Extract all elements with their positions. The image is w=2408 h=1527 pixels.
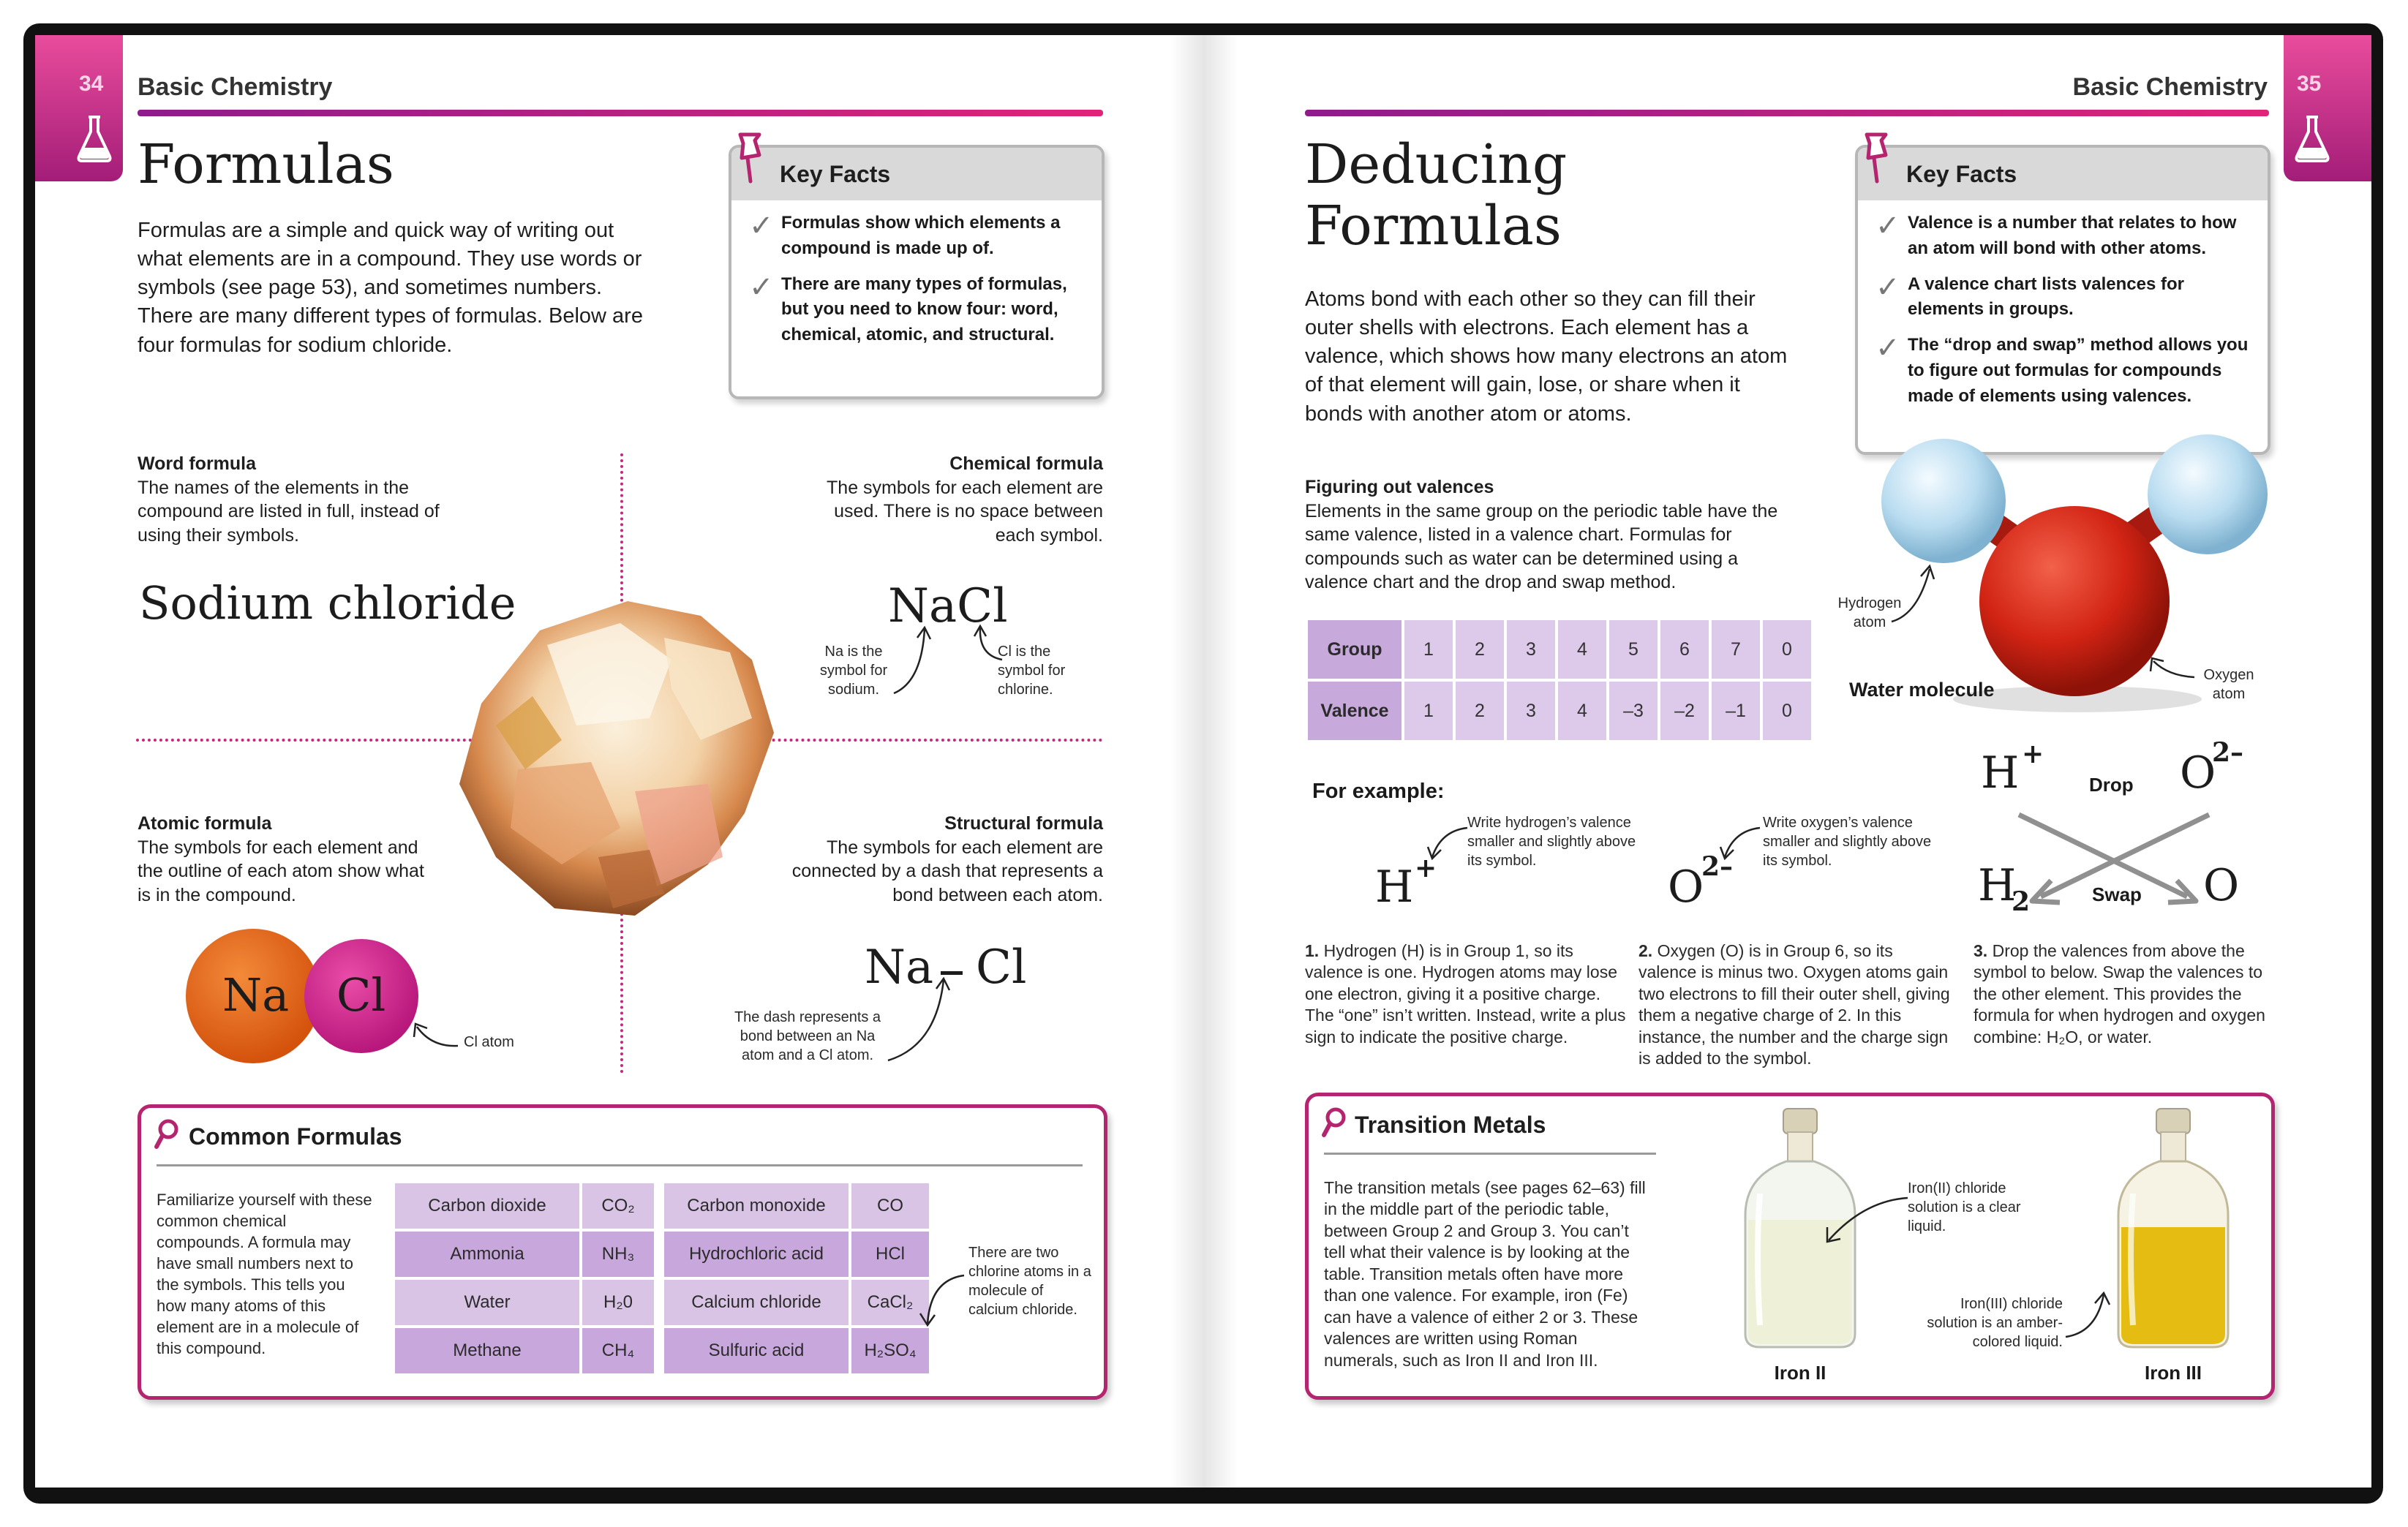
pointer-arrow bbox=[2064, 1290, 2115, 1341]
atom-label-na: Na bbox=[222, 968, 290, 1022]
compound-name: Calcium chloride bbox=[664, 1280, 849, 1325]
pointer-arrow bbox=[1426, 825, 1470, 861]
compound-name: Ammonia bbox=[395, 1232, 579, 1277]
table-gap bbox=[657, 1328, 661, 1373]
hydrogen-atom bbox=[2148, 434, 2268, 554]
hydrogen-atom bbox=[1881, 439, 2006, 563]
valence-row-label: Group bbox=[1308, 620, 1401, 679]
oxygen-label: Oxygen atom bbox=[2203, 667, 2254, 702]
panel-rule bbox=[1324, 1153, 1656, 1155]
structural-formula-heading: Structural formula bbox=[944, 813, 1103, 834]
o-note: Write oxygen’s valence smaller and slightly above its symbol. bbox=[1763, 815, 1932, 869]
cl-note: Cl is the symbol for chlorine. bbox=[998, 644, 1066, 698]
iron-ii-note: Iron(II) chloride solution is a clear liquid. bbox=[1908, 1180, 2021, 1234]
example-heading: For example: bbox=[1312, 780, 1445, 803]
page-title bbox=[1305, 135, 1567, 257]
check-icon: ✓ bbox=[749, 210, 774, 242]
structural-formula-block bbox=[775, 812, 1103, 907]
table-gap bbox=[657, 1232, 661, 1277]
compound-name: Carbon dioxide bbox=[395, 1183, 579, 1229]
step-number: 3. bbox=[1974, 941, 1988, 960]
word-formula-heading: Word formula bbox=[138, 453, 257, 474]
page-number: 35 bbox=[2297, 72, 2322, 96]
iron-iii-label: Iron III bbox=[2145, 1362, 2202, 1384]
drop-o-charge: 2– bbox=[2212, 737, 2244, 768]
chemical-formula-text: The symbols for each element are used. There is no space between each symbol. bbox=[827, 477, 1103, 546]
pointer-arrow bbox=[1820, 1195, 1911, 1246]
word-formula-text: The names of the elements in the compound are listed in full, instead of using their symbols. bbox=[138, 477, 440, 546]
book-gutter bbox=[1170, 35, 1238, 1488]
group-cell: 6 bbox=[1660, 620, 1709, 679]
result-subscript: 2 bbox=[2012, 886, 2031, 917]
chemical-formula-example: NaCl bbox=[888, 579, 1008, 633]
swap-label: Swap bbox=[2089, 883, 2145, 906]
compound-formula: CO₂ bbox=[582, 1183, 654, 1229]
group-cell: 4 bbox=[1558, 620, 1606, 679]
hydrogen-label: Hydrogen atom bbox=[1837, 595, 1902, 630]
atom-diagram bbox=[184, 929, 426, 1068]
flask-icon bbox=[2294, 116, 2330, 162]
drop-h-charge: + bbox=[2022, 739, 2044, 769]
valence-row-label: Valence bbox=[1308, 682, 1401, 740]
check-icon: ✓ bbox=[1875, 271, 1900, 303]
compound-formula: H₂SO₄ bbox=[851, 1328, 929, 1373]
cacl2-note: There are two chlorine atoms in a molecule of calcium chloride. bbox=[968, 1245, 1091, 1318]
cl-atom-note: Cl atom bbox=[464, 1034, 514, 1050]
step-1: 1. Hydrogen (H) is in Group 1, so its valence is one. Hydrogen atoms may lose one electron, giving it a positive charge. The “one” isn’t written. Instead, write a plus sign to indicate the positive charge. bbox=[1305, 941, 1626, 1047]
group-cell: 0 bbox=[1763, 620, 1811, 679]
iron-iii-bottle-image bbox=[2111, 1106, 2235, 1351]
result-o-symbol: O bbox=[2203, 860, 2240, 911]
check-icon: ✓ bbox=[749, 271, 774, 303]
common-formulas-table bbox=[392, 1180, 932, 1376]
intro-text: Formulas are a simple and quick way of writing out what elements are in a compound. They use words or symbols (see page 53), and sometimes numbers. There are many different types of formulas. Below are four formulas for sodium chloride. bbox=[138, 219, 643, 357]
valence-cell: –1 bbox=[1712, 682, 1760, 740]
valence-cell: –2 bbox=[1660, 682, 1709, 740]
magnifier-icon bbox=[154, 1119, 180, 1151]
group-cell: 1 bbox=[1404, 620, 1453, 679]
group-cell: 7 bbox=[1712, 620, 1760, 679]
chemical-formula-block bbox=[805, 452, 1103, 547]
step-3: 3. Drop the valences from above the symbol to below. Swap the valences to the other element. This provides the formula for when hydrogen and oxygen combine: H₂O, or water. bbox=[1974, 941, 2265, 1047]
bond-note: The dash represents a bond between an Na atom and a Cl atom. bbox=[734, 1009, 881, 1063]
common-formulas-text: Familiarize yourself with these common chemical compounds. A formula may have small numbers next to the symbols. This tells you how many atoms of this element are in a molecule of this compound. bbox=[157, 1191, 372, 1358]
transition-metals-title: Transition Metals bbox=[1355, 1112, 1546, 1138]
pointer-arrow bbox=[1889, 563, 1947, 629]
group-cell: 3 bbox=[1507, 620, 1555, 679]
water-molecule-caption: Water molecule bbox=[1849, 679, 1995, 701]
step-number: 2. bbox=[1638, 941, 1653, 960]
pushpin-icon bbox=[726, 130, 777, 189]
pointer-arrow bbox=[2146, 655, 2197, 685]
structural-left-symbol: Na bbox=[865, 940, 934, 995]
compound-formula: NH₃ bbox=[582, 1232, 654, 1277]
key-fact-item: ✓ The “drop and swap” method allows you to figure out formulas for compounds made of elements using valences. bbox=[1873, 333, 2253, 409]
title-line-1: Deducing bbox=[1305, 133, 1568, 196]
atomic-formula-heading: Atomic formula bbox=[138, 813, 272, 834]
atomic-formula-text: The symbols for each element and the outline of each atom show what is in the compound. bbox=[138, 837, 424, 905]
word-formula-block bbox=[138, 452, 474, 547]
atom-label-cl: Cl bbox=[336, 968, 386, 1022]
compound-name: Carbon monoxide bbox=[664, 1183, 849, 1229]
key-facts-title: Key Facts bbox=[1858, 148, 2268, 200]
table-gap bbox=[657, 1280, 661, 1325]
valences-text: Elements in the same group on the periodic table have the same valence, listed in a valence chart. Formulas for compounds such as water can be determined using a valence chart and the drop and swap method. bbox=[1305, 500, 1778, 592]
compound-name: Sulfuric acid bbox=[664, 1328, 849, 1373]
valence-chart bbox=[1305, 617, 1814, 743]
pointer-arrow bbox=[892, 623, 936, 696]
key-fact-item: ✓ Formulas show which elements a compound is made up of. bbox=[746, 211, 1087, 262]
h-symbol: H bbox=[1375, 861, 1414, 913]
bond-dash bbox=[941, 971, 963, 975]
group-cell: 2 bbox=[1456, 620, 1504, 679]
valence-cell: 0 bbox=[1763, 682, 1811, 740]
iron-iii-note: Iron(III) chloride solution is an amber-colored liquid. bbox=[1927, 1296, 2063, 1350]
pointer-arrow bbox=[1719, 825, 1763, 861]
result-h-symbol: H bbox=[1978, 860, 2017, 911]
oxygen-atom bbox=[1979, 506, 2170, 696]
running-head: Basic Chemistry bbox=[2072, 73, 2268, 101]
drop-o-symbol: O bbox=[2180, 747, 2216, 799]
pushpin-icon bbox=[1852, 130, 1903, 189]
compound-name: Hydrochloric acid bbox=[664, 1232, 849, 1277]
key-facts-box bbox=[729, 145, 1105, 399]
pointer-arrow bbox=[885, 976, 958, 1063]
key-fact-item: ✓ A valence chart lists valences for elements in groups. bbox=[1873, 272, 2253, 323]
header-rule bbox=[1305, 110, 2269, 116]
key-fact-item: ✓ There are many types of formulas, but you need to know four: word, chemical, atomic, and structural. bbox=[746, 272, 1087, 348]
valence-cell: 1 bbox=[1404, 682, 1453, 740]
key-facts-box bbox=[1855, 145, 2270, 455]
transition-metals-text: The transition metals (see pages 62–63) fill in the middle part of the periodic table, between Group 2 and Group 3. You can’t tell what their valence is by looking at the table. Transition metals often have more than one valence. For example, iron (Fe) can have a valence of either 2 or 3. These valences are written using Roman numerals, such as Iron II and Iron III. bbox=[1324, 1178, 1646, 1370]
pointer-arrow bbox=[973, 623, 1009, 667]
flask-icon bbox=[76, 116, 113, 162]
key-facts-title: Key Facts bbox=[731, 148, 1102, 200]
common-formulas-title: Common Formulas bbox=[189, 1123, 402, 1150]
page-title: Formulas bbox=[138, 133, 394, 196]
compound-formula: CO bbox=[851, 1183, 929, 1229]
structural-right-symbol: Cl bbox=[976, 940, 1027, 995]
drop-h-symbol: H bbox=[1981, 747, 2020, 799]
h-note: Write hydrogen’s valence smaller and slightly above its symbol. bbox=[1467, 815, 1636, 869]
compound-name: Water bbox=[395, 1280, 579, 1325]
intro-text: Atoms bond with each other so they can fill their outer shells with electrons. Each element has a valence, which shows how many electrons an atom of that element will gain, lose, or share when it bonds with another atom or atoms. bbox=[1305, 287, 1788, 426]
check-icon: ✓ bbox=[1875, 210, 1900, 242]
structural-formula-text: The symbols for each element are connected by a dash that represents a bond between each atom. bbox=[791, 837, 1103, 905]
title-line-2: Formulas bbox=[1305, 194, 1562, 257]
header-rule bbox=[138, 110, 1103, 116]
drop-label: Drop bbox=[2089, 774, 2134, 796]
pointer-arrow bbox=[410, 1021, 461, 1050]
word-formula-example: Sodium chloride bbox=[139, 576, 516, 630]
valence-cell: 2 bbox=[1456, 682, 1504, 740]
page-tab-right bbox=[2284, 35, 2371, 181]
compound-formula: H₂0 bbox=[582, 1280, 654, 1325]
step-2: 2. Oxygen (O) is in Group 6, so its valence is minus two. Oxygen atoms gain two electrons to fill their outer shell, giving them a negative charge of 2. In this instance, the number and the charge sign is added to the symbol. bbox=[1638, 941, 1950, 1068]
compound-formula: CaCl₂ bbox=[851, 1280, 929, 1325]
valence-cell: 3 bbox=[1507, 682, 1555, 740]
magnifier-icon bbox=[1321, 1107, 1347, 1139]
compound-name: Methane bbox=[395, 1328, 579, 1373]
chemical-formula-heading: Chemical formula bbox=[949, 453, 1103, 474]
page-tab-left bbox=[35, 35, 123, 181]
valence-cell: 4 bbox=[1558, 682, 1606, 740]
valences-block bbox=[1305, 475, 1788, 595]
compound-formula: HCl bbox=[851, 1232, 929, 1277]
valences-heading: Figuring out valences bbox=[1305, 477, 1494, 497]
o-symbol: O bbox=[1668, 861, 1704, 913]
running-head: Basic Chemistry bbox=[138, 73, 333, 101]
sodium-chloride-crystal-image bbox=[430, 550, 810, 930]
na-note: Na is the symbol for sodium. bbox=[819, 644, 888, 698]
h-charge: + bbox=[1415, 853, 1437, 883]
table-gap bbox=[657, 1183, 661, 1229]
compound-formula: CH₄ bbox=[582, 1328, 654, 1373]
key-fact-item: ✓ Valence is a number that relates to how an atom will bond with other atoms. bbox=[1873, 211, 2253, 262]
o-charge: 2– bbox=[1701, 851, 1734, 882]
check-icon: ✓ bbox=[1875, 332, 1900, 365]
atomic-formula-block bbox=[138, 812, 430, 907]
iron-ii-label: Iron II bbox=[1774, 1362, 1826, 1384]
step-number: 1. bbox=[1305, 941, 1320, 960]
pointer-arrow bbox=[916, 1272, 967, 1331]
group-cell: 5 bbox=[1609, 620, 1658, 679]
valence-cell: –3 bbox=[1609, 682, 1658, 740]
page-number: 34 bbox=[79, 72, 104, 96]
panel-rule bbox=[157, 1164, 1083, 1166]
